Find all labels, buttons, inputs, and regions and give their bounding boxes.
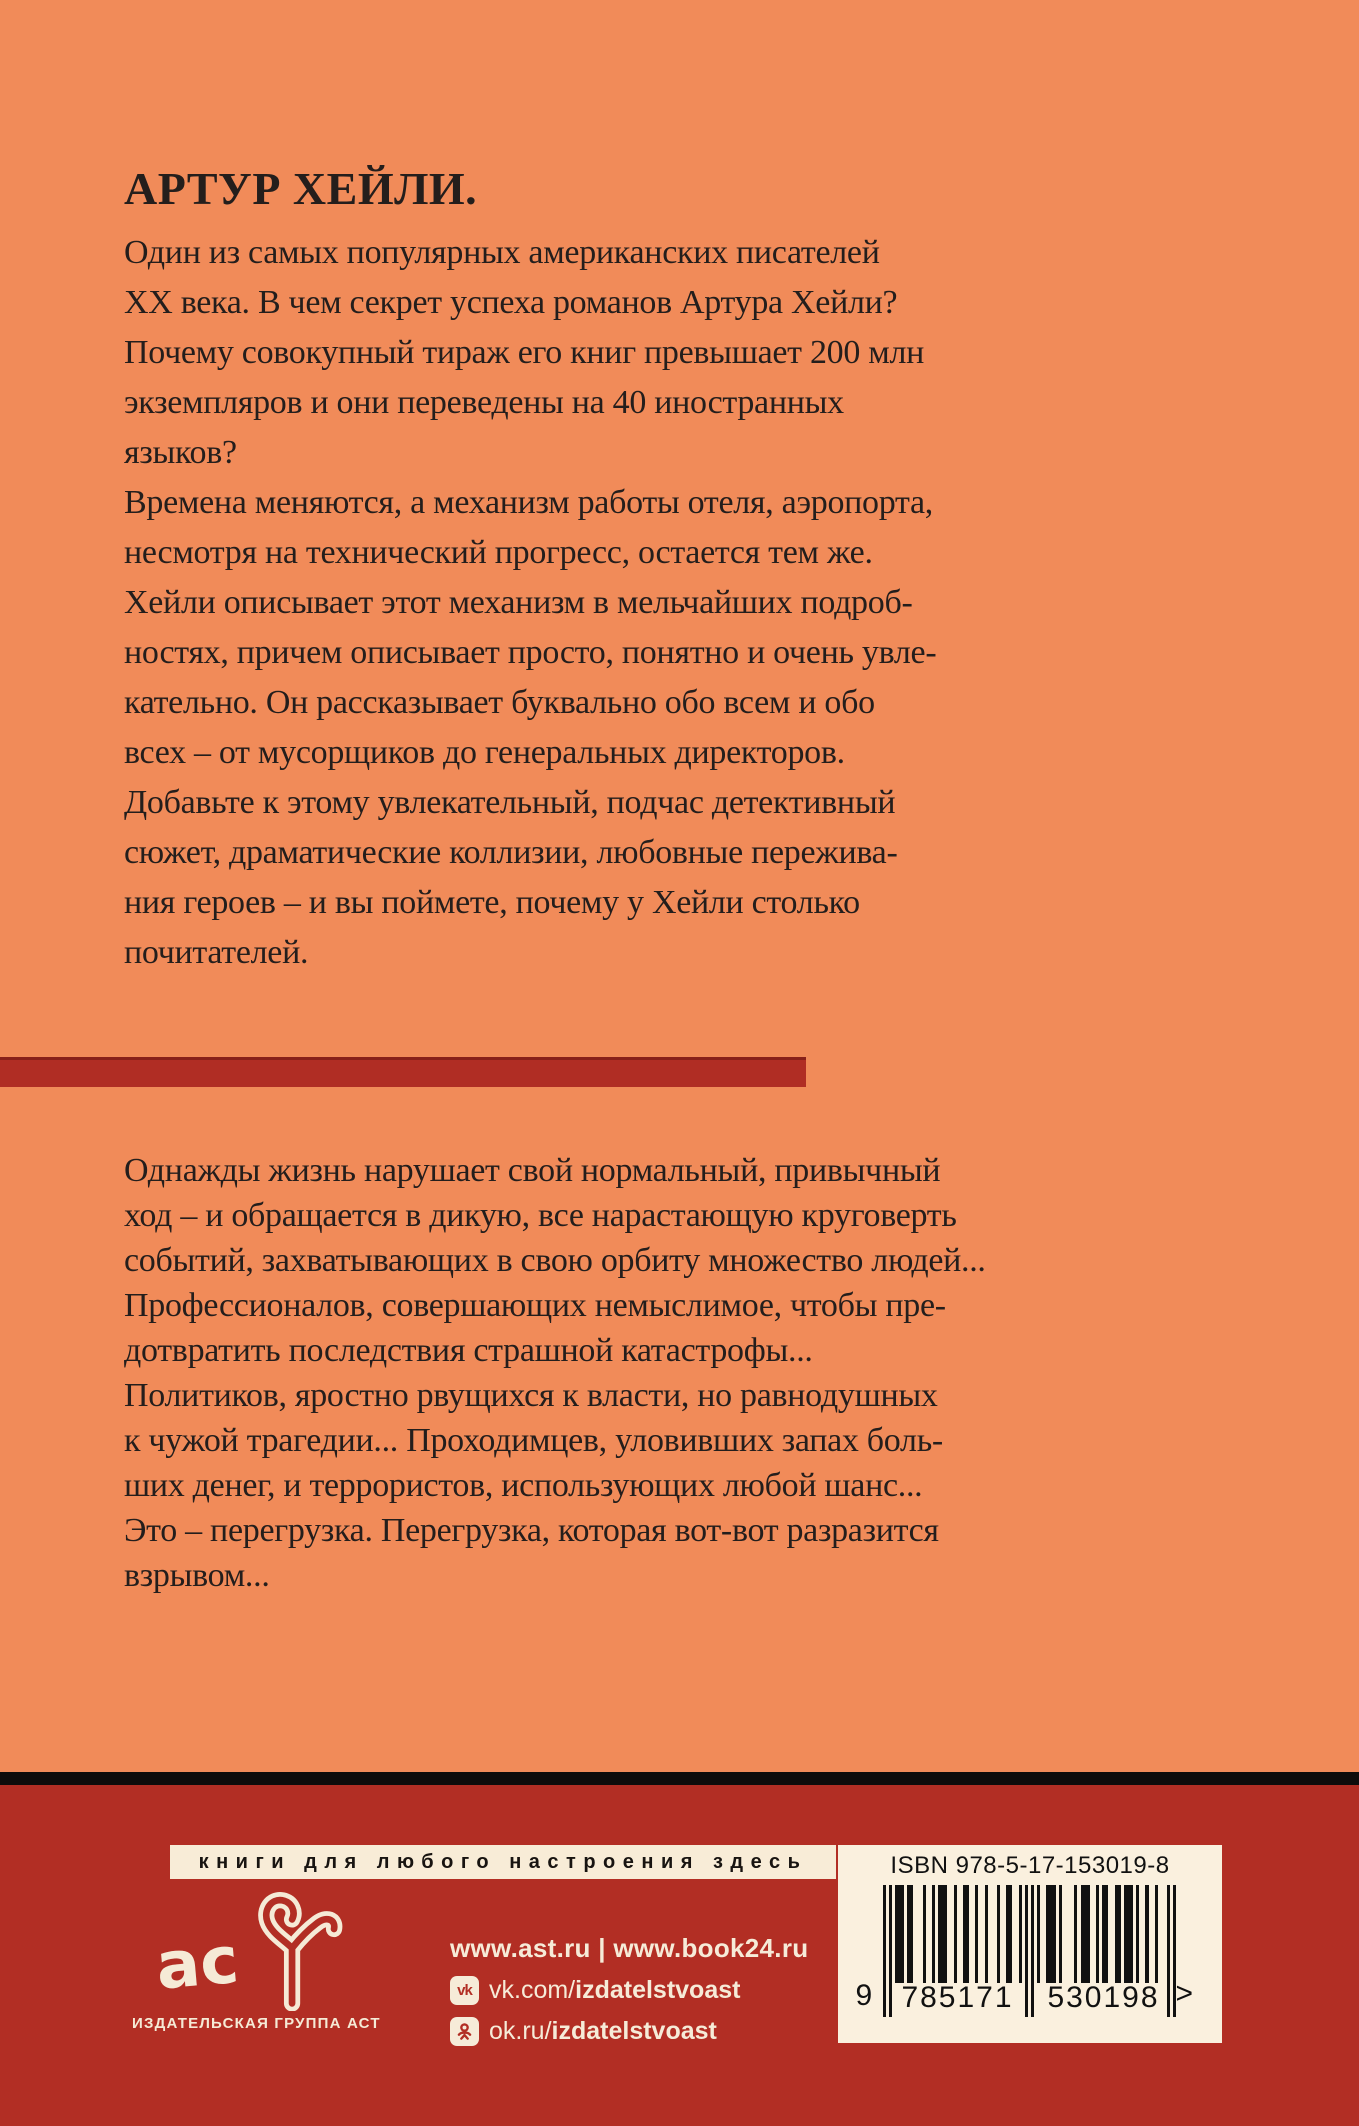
text-line: Однажды жизнь нарушает свой нормальный, привычный xyxy=(124,1152,941,1189)
text-line: Профессионалов, совершающих немыслимое, чтобы пре- xyxy=(124,1287,946,1324)
text-line: взрывом... xyxy=(124,1557,270,1594)
barcode-digits-group1: 785171 xyxy=(901,1981,1014,2014)
text-line: Политиков, яростно рвущихся к власти, но равнодушных xyxy=(124,1377,938,1414)
ast-publisher-logo xyxy=(132,1887,381,2032)
vk-link-row xyxy=(450,1976,808,2005)
barcode-bars xyxy=(855,1885,1196,2025)
barcode-panel xyxy=(838,1845,1222,2043)
author-annotation-block xyxy=(124,160,936,978)
tagline-box: книги для любого настроения здесь xyxy=(170,1845,836,1879)
ok-icon xyxy=(450,2017,479,2046)
text-line: всех – от мусорщиков до генеральных директоров. xyxy=(124,734,845,771)
barcode-digit-lead: 9 xyxy=(855,1979,875,2012)
synopsis-block xyxy=(124,1148,986,1598)
annotation-text xyxy=(124,228,936,978)
ok-link: ok.ru/izdatelstvoast xyxy=(489,2017,717,2045)
text-line: несмотря на технический прогресс, остается тем же. xyxy=(124,534,873,571)
websites-line: www.ast.ru | www.book24.ru xyxy=(450,1933,809,1963)
ok-link-row xyxy=(450,2017,808,2046)
text-line: экземпляров и они переведены на 40 иностранных xyxy=(124,384,844,421)
text-line: ход – и обращается в дикую, все нарастающую круговерть xyxy=(124,1197,957,1234)
black-separator-bar xyxy=(0,1772,1359,1785)
text-line: к чужой трагедии... Проходимцев, уловивших запах боль- xyxy=(124,1422,943,1459)
text-line: дотвратить последствия страшной катастрофы... xyxy=(124,1332,813,1369)
text-line: сюжет, драматические коллизии, любовные пережива- xyxy=(124,834,898,871)
footer-band xyxy=(0,1785,1359,2126)
author-heading: АРТУР ХЕЙЛИ. xyxy=(124,163,478,214)
ast-logo-letters: ac xyxy=(153,1922,242,2005)
divider-stripe xyxy=(0,1057,806,1087)
vk-link: vk.com/izdatelstvoast xyxy=(489,1976,741,2004)
text-line: почитателей. xyxy=(124,934,309,971)
text-line: языков? xyxy=(124,434,237,471)
text-line: Один из самых популярных американских писателей xyxy=(124,234,880,271)
text-line: событий, захватывающих в свою орбиту множество людей... xyxy=(124,1242,986,1279)
isbn-label: ISBN 978-5-17-153019-8 xyxy=(890,1852,1170,1879)
barcode-suffix: > xyxy=(1175,1977,1196,2010)
text-line: Хейли описывает этот механизм в мельчайших подроб- xyxy=(124,584,913,621)
text-line: ния героев – и вы поймете, почему у Хейли столько xyxy=(124,884,860,921)
text-line: Добавьте к этому увлекательный, подчас детективный xyxy=(124,784,896,821)
text-line: Времена меняются, а механизм работы отеля, аэропорта, xyxy=(124,484,933,521)
publisher-caption: ИЗДАТЕЛЬСКАЯ ГРУППА АСТ xyxy=(132,2015,381,2032)
text-line: Это – перегрузка. Перегрузка, которая вот-вот разразится xyxy=(124,1512,939,1549)
text-line: кательно. Он рассказывает буквально обо всем и обо xyxy=(124,684,875,721)
ast-logo-icon xyxy=(152,1887,352,2011)
ast-logo-figure xyxy=(266,1900,334,2003)
barcode-digits-group2: 530198 xyxy=(1047,1981,1160,2014)
vk-icon: vk xyxy=(450,1976,479,2005)
text-line: ностях, причем описывает просто, понятно и очень увле- xyxy=(124,634,937,671)
text-line: ХХ века. В чем секрет успеха романов Артура Хейли? xyxy=(124,284,898,321)
text-line: Почему совокупный тираж его книг превышает 200 млн xyxy=(124,334,925,371)
text-line: ших денег, и террористов, использующих любой шанс... xyxy=(124,1467,923,1504)
links-block xyxy=(450,1933,808,2046)
